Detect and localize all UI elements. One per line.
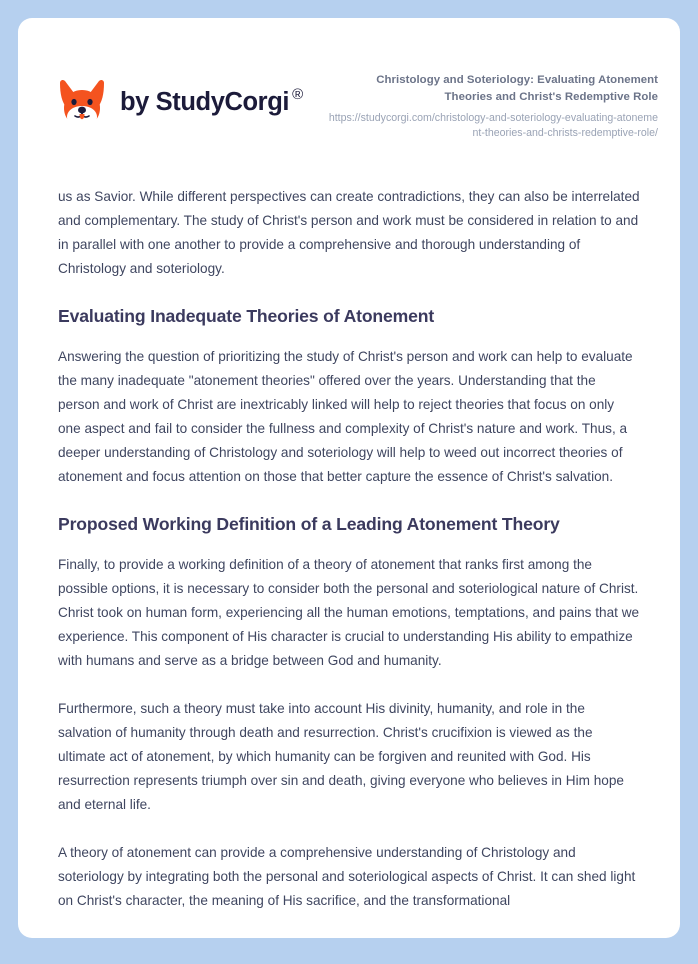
body-paragraph: us as Savior. While different perspectives can create contradictions, they can also be interrelated and complementary. The study of Christ's person and work must be considered in relation to and in parallel with one another to provide a comprehensive and thorough understanding of Christology and soteriology. — [58, 188, 640, 276]
body-paragraph: A theory of atonement can provide a comprehensive understanding of Christology and soteriology by integrating both the personal and soteriological aspects of Christ. It can shed light on Christ's character, the meaning of His sacrifice, and the transformational — [58, 844, 636, 908]
document-header — [18, 18, 680, 141]
corgi-face-logo-icon — [58, 78, 106, 128]
document-body — [18, 185, 680, 913]
body-paragraph: Answering the question of prioritizing the study of Christ's person and work can help to evaluate the many inadequate "atonement theories" offered over the years. Understanding that the person and work of Christ are inextricably linked will help to reject theories that focus on only one aspect and fail to consider the fullness and complexity of Christ's nature and work. Thus, a deeper understanding of Christology and soteriology will help to weed out incorrect theories of atonement and focus attention on those that better capture the essence of Christ's salvation. — [58, 348, 633, 484]
body-paragraph: Finally, to provide a working definition of a theory of atonement that ranks first among the possible options, it is necessary to consider both the personal and soteriological nature of Christ. Christ took on human form, experiencing all the human emotions, temptations, and pains that we experience. This component of His character is crucial to understanding His ability to empathize with humans and serve as a bridge between God and humanity. — [58, 556, 640, 668]
registered-trademark-icon: ® — [292, 86, 304, 104]
studycorgi-brand — [58, 70, 303, 128]
document-header-meta — [303, 70, 658, 141]
body-paragraph: Furthermore, such a theory must take into account His divinity, humanity, and role in the salvation of humanity through death and resurrection. Christ's crucifixion is viewed as the ultimate act of atonement, by which humanity can be forgiven and reunited with God. His resurrection represents triumph over sin and death, giving everyone who believes in Him hope and eternal life. — [58, 700, 624, 812]
document-page-card — [18, 18, 680, 938]
source-url[interactable]: https://studycorgi.com/christology-and-soteriology-evaluating-atonement-theories-and-christs-redemptive-role/ — [328, 111, 658, 139]
document-title: Christology and Soteriology: Evaluating Atonement Theories and Christ's Redemptive Role — [376, 74, 658, 103]
section-heading: Proposed Working Definition of a Leading Atonement Theory — [58, 513, 560, 534]
brand-name: by StudyCorgi — [120, 88, 290, 117]
section-heading: Evaluating Inadequate Theories of Atonement — [58, 305, 435, 326]
brand-wordmark — [120, 86, 304, 117]
